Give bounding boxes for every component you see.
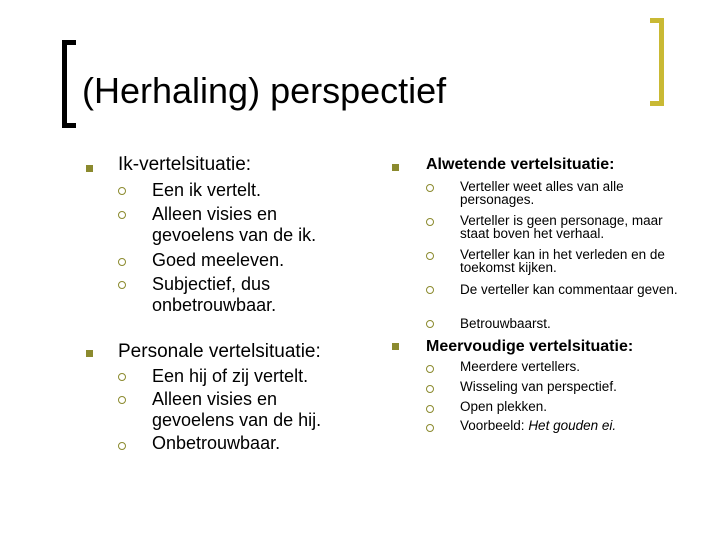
ring-bullet-icon xyxy=(118,187,126,195)
ring-bullet-icon xyxy=(118,258,126,266)
ring-bullet-icon xyxy=(426,365,434,373)
ring-bullet-icon xyxy=(426,385,434,393)
ring-bullet-icon xyxy=(118,211,126,219)
list-item: Verteller kan in het verleden en de toekomst kijken. xyxy=(460,247,665,275)
list-item: Verteller weet alles van alle personages. xyxy=(460,179,624,207)
list-item: De verteller kan commentaar geven. xyxy=(460,282,678,297)
list-item: Alleen visies en gevoelens van de ik. xyxy=(152,204,317,245)
list-item xyxy=(460,419,680,432)
ring-bullet-icon xyxy=(118,373,126,381)
ring-bullet-icon xyxy=(426,424,434,432)
list-item: Subjectief, dus onbetrouwbaar. xyxy=(152,274,277,315)
ring-bullet-icon xyxy=(426,320,434,328)
square-bullet-icon xyxy=(392,164,399,171)
list-item: Een ik vertelt. xyxy=(152,180,262,200)
slide-title: (Herhaling) perspectief xyxy=(82,70,447,111)
ring-bullet-icon xyxy=(426,184,434,192)
ring-bullet-icon xyxy=(426,252,434,260)
square-bullet-icon xyxy=(86,350,93,357)
title-bracket-right xyxy=(650,18,664,106)
example-title: Het gouden ei. xyxy=(528,418,617,433)
example-label: Voorbeeld: xyxy=(460,418,529,433)
list-item: Een hij of zij vertelt. xyxy=(152,366,309,386)
ring-bullet-icon xyxy=(426,405,434,413)
list-item: Alleen visies en gevoelens van de hij. xyxy=(152,389,322,430)
meervoudige-heading: Meervoudige vertelsituatie: xyxy=(426,338,634,355)
list-item: Verteller is geen personage, maar staat boven het verhaal. xyxy=(460,213,663,241)
square-bullet-icon xyxy=(86,165,93,172)
square-bullet-icon xyxy=(392,343,399,350)
list-item: Goed meeleven. xyxy=(152,250,285,270)
ring-bullet-icon xyxy=(118,281,126,289)
personale-heading: Personale vertelsituatie: xyxy=(118,341,321,362)
ring-bullet-icon xyxy=(426,286,434,294)
list-item: Onbetrouwbaar. xyxy=(152,433,281,453)
ring-bullet-icon xyxy=(426,218,434,226)
ring-bullet-icon xyxy=(118,442,126,450)
list-item: Meerdere vertellers. xyxy=(460,359,581,374)
list-item: Wisseling van perspectief. xyxy=(460,379,617,394)
list-item: Betrouwbaarst. xyxy=(460,316,551,331)
list-item: Open plekken. xyxy=(460,399,548,414)
alwetende-heading: Alwetende vertelsituatie: xyxy=(426,156,615,173)
ring-bullet-icon xyxy=(118,396,126,404)
ik-heading: Ik-vertelsituatie: xyxy=(118,154,252,175)
title-bracket-left xyxy=(62,40,76,128)
